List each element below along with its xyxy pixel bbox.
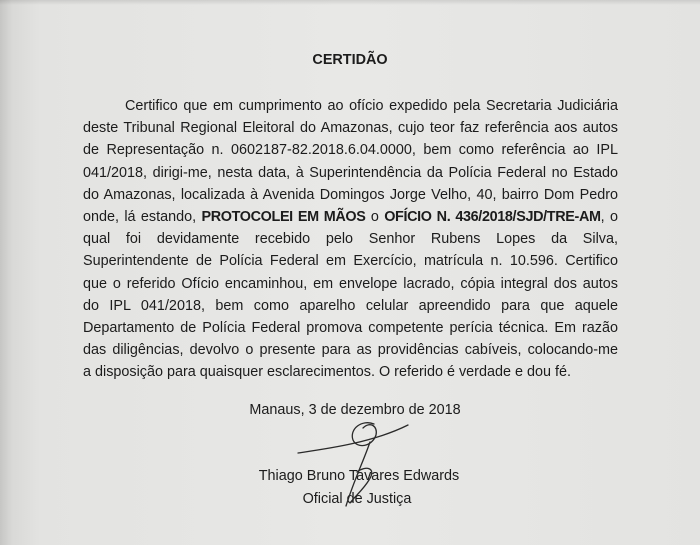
body-line-6-mid: o bbox=[365, 208, 385, 225]
body-line-3: de Representação n. 0602187-82.2018.6.04.0000, bem como referência ao IPL bbox=[83, 142, 618, 159]
signature-stroke-loop bbox=[352, 423, 376, 446]
body-line-6-pre: onde, lá estando, bbox=[83, 208, 202, 225]
body-line-10: do IPL 041/2018, bem como aparelho celular apreendido para que aquele bbox=[83, 297, 618, 314]
emphasis-oficio-number: OFÍCIO N. 436/2018/SJD/TRE-AM bbox=[384, 208, 601, 225]
body-line-6 bbox=[83, 206, 618, 228]
body-line-1: Certifico que em cumprimento ao ofício expedido pela Secretaria Judiciária bbox=[125, 98, 618, 114]
body-line-7: qual foi devidamente recebido pelo Senhor Rubens Lopes da Silva, bbox=[83, 231, 618, 248]
body-line-11: Departamento de Polícia Federal promova competente perícia técnica. Em razão bbox=[83, 319, 618, 336]
body-line-6-post: , o bbox=[600, 208, 619, 225]
signature-stroke-sweep bbox=[298, 425, 408, 453]
document-title: CERTIDÃO bbox=[312, 52, 388, 68]
body-line-13: a disposição para quaisquer esclarecimentos. O referido é verdade e dou fé. bbox=[83, 364, 571, 381]
emphasis-protocol: PROTOCOLEI EM MÃOS bbox=[201, 208, 366, 225]
place-and-date: Manaus, 3 de dezembro de 2018 bbox=[249, 402, 461, 418]
body-line-2: deste Tribunal Regional Eleitoral do Amazonas, cujo teor faz referência aos autos bbox=[83, 120, 618, 137]
body-line-9: que o referido Ofício encaminhou, em envelope lacrado, cópia integral dos autos bbox=[83, 275, 618, 292]
body-line-8: Superintendente de Polícia Federal em Exercício, matrícula n. 10.596. Certifico bbox=[83, 253, 618, 270]
certificate-body bbox=[83, 95, 618, 383]
signer-role: Oficial de Justiça bbox=[302, 491, 412, 507]
signer-name: Thiago Bruno Tavares Edwards bbox=[258, 468, 460, 484]
body-line-12: das diligências, devolvo o presente para as providências cabíveis, colocando-me bbox=[83, 342, 618, 359]
body-line-5: do Amazonas, localizada à Avenida Domingos Jorge Velho, 40, bairro Dom Pedro bbox=[83, 186, 618, 203]
body-line-4: 041/2018, dirigi-me, nesta data, à Superintendência da Polícia Federal no Estado bbox=[83, 164, 618, 181]
